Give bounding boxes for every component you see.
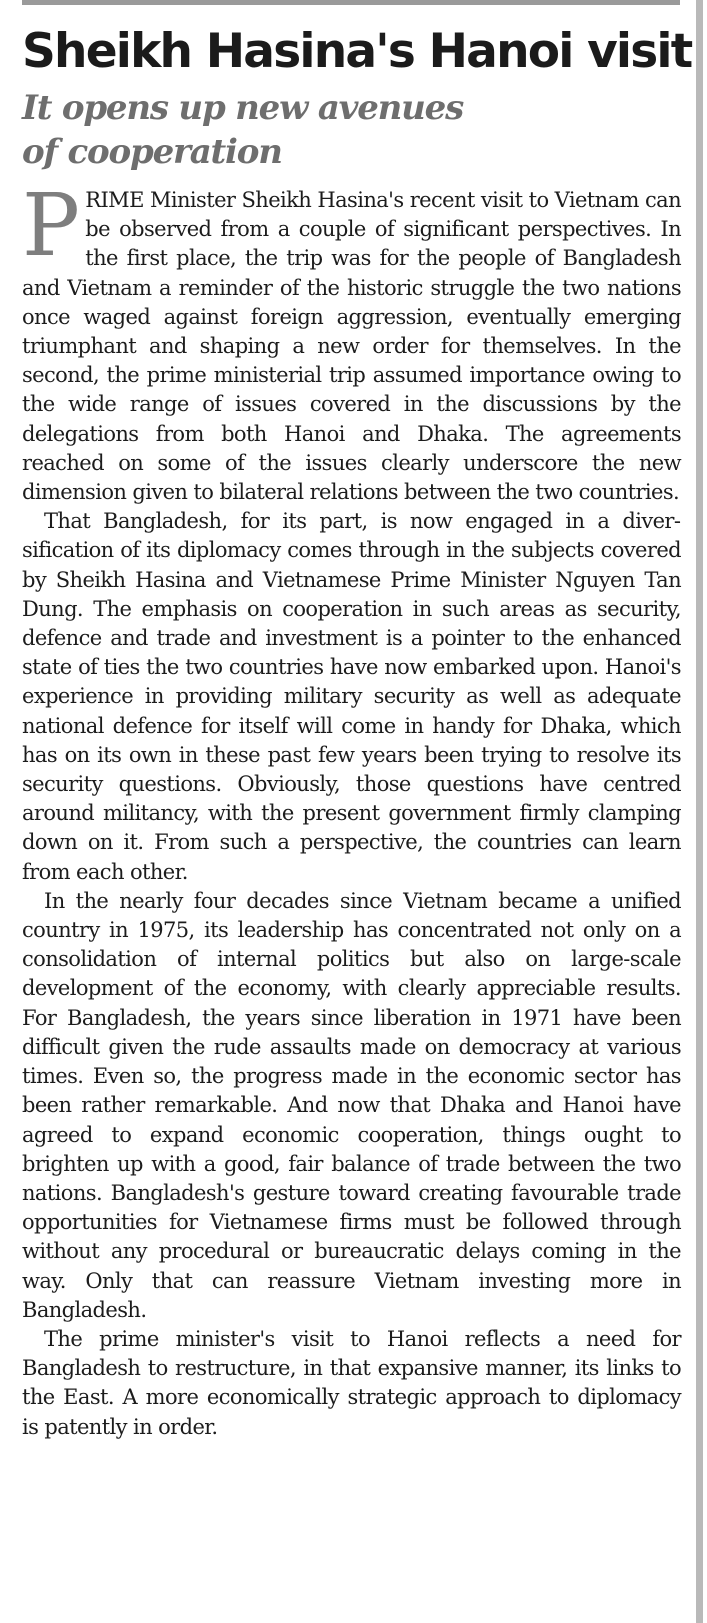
paragraph-1-text: RIME Minister Sheikh Hasina's recent visit to Vietnam can be observed from a couple of significant perspectives. In the first place, the trip was for the people of Bangladesh and Vietnam a reminder of the historic struggle the two nations once waged against foreign aggression, eventually emerging triumphant and shaping a new order for themselves. In the second, the prime ministerial trip assumed importance owing to the wide range of issues covered in the discussions by the delegations from both Hanoi and Dhaka. The agreements reached on some of the issues clearly underscore the new dimension given to bilateral relations between the two countries. (22, 188, 681, 505)
article-body (22, 176, 681, 1442)
subhead-line-1: It opens up new avenues (22, 88, 464, 128)
paragraph-3: In the nearly four decades since Vietnam became a unified country in 1975, its leadership has concentrated not only on a consolidation of internal politics but also on large-scale development of the economy, with clearly appreciable results. For Bangladesh, the years since liberation in 1971 have been difficult given the rude assaults made on democracy at various times. Even so, the progress made in the economic sector has been rather remarkable. And now that Dhaka and Hanoi have agreed to expand economic cooperation, things ought to brighten up with a good, fair balance of trade between the two nations. Bangladesh's gesture toward creating favourable trade opportunities for Vietnamese firms must be followed through without any procedural or bureaucratic delays coming in the way. Only that can reassure Vietnam investing more in Bangladesh. (22, 888, 681, 1322)
top-rule (22, 0, 680, 5)
paragraph-1 (22, 176, 681, 507)
paragraph-4: The prime minister's visit to Hanoi reflects a need for Bangladesh to restructure, in that expansive manner, its links to the East. A more economically strategic approach to diplomacy is patently in order. (22, 1326, 681, 1439)
subheadline (22, 86, 681, 174)
editorial-article (22, 24, 692, 1442)
drop-cap: P (22, 176, 80, 276)
paragraph-2: That Bangladesh, for its part, is now engaged in a diversification of its diplomacy comes through in the subjects covered by Sheikh Hasina and Vietnamese Prime Minister Nguyen Tan Dung. The emphasis on cooperation in such areas as security, defence and trade and investment is a pointer to the enhanced state of ties the two countries have now embarked upon. Hanoi's experience in providing military security as well as adequate national defence for itself will come in handy for Dhaka, which has on its own in these past few years been trying to resolve its security questions. Obviously, those questions have centred around militancy, with the present government firmly clamping down on it. From such a perspective, the countries can learn from each other. (22, 509, 681, 884)
headline: Sheikh Hasina's Hanoi visit (22, 24, 692, 79)
subhead-line-2: of cooperation (22, 132, 282, 172)
column-border (696, 0, 703, 1623)
